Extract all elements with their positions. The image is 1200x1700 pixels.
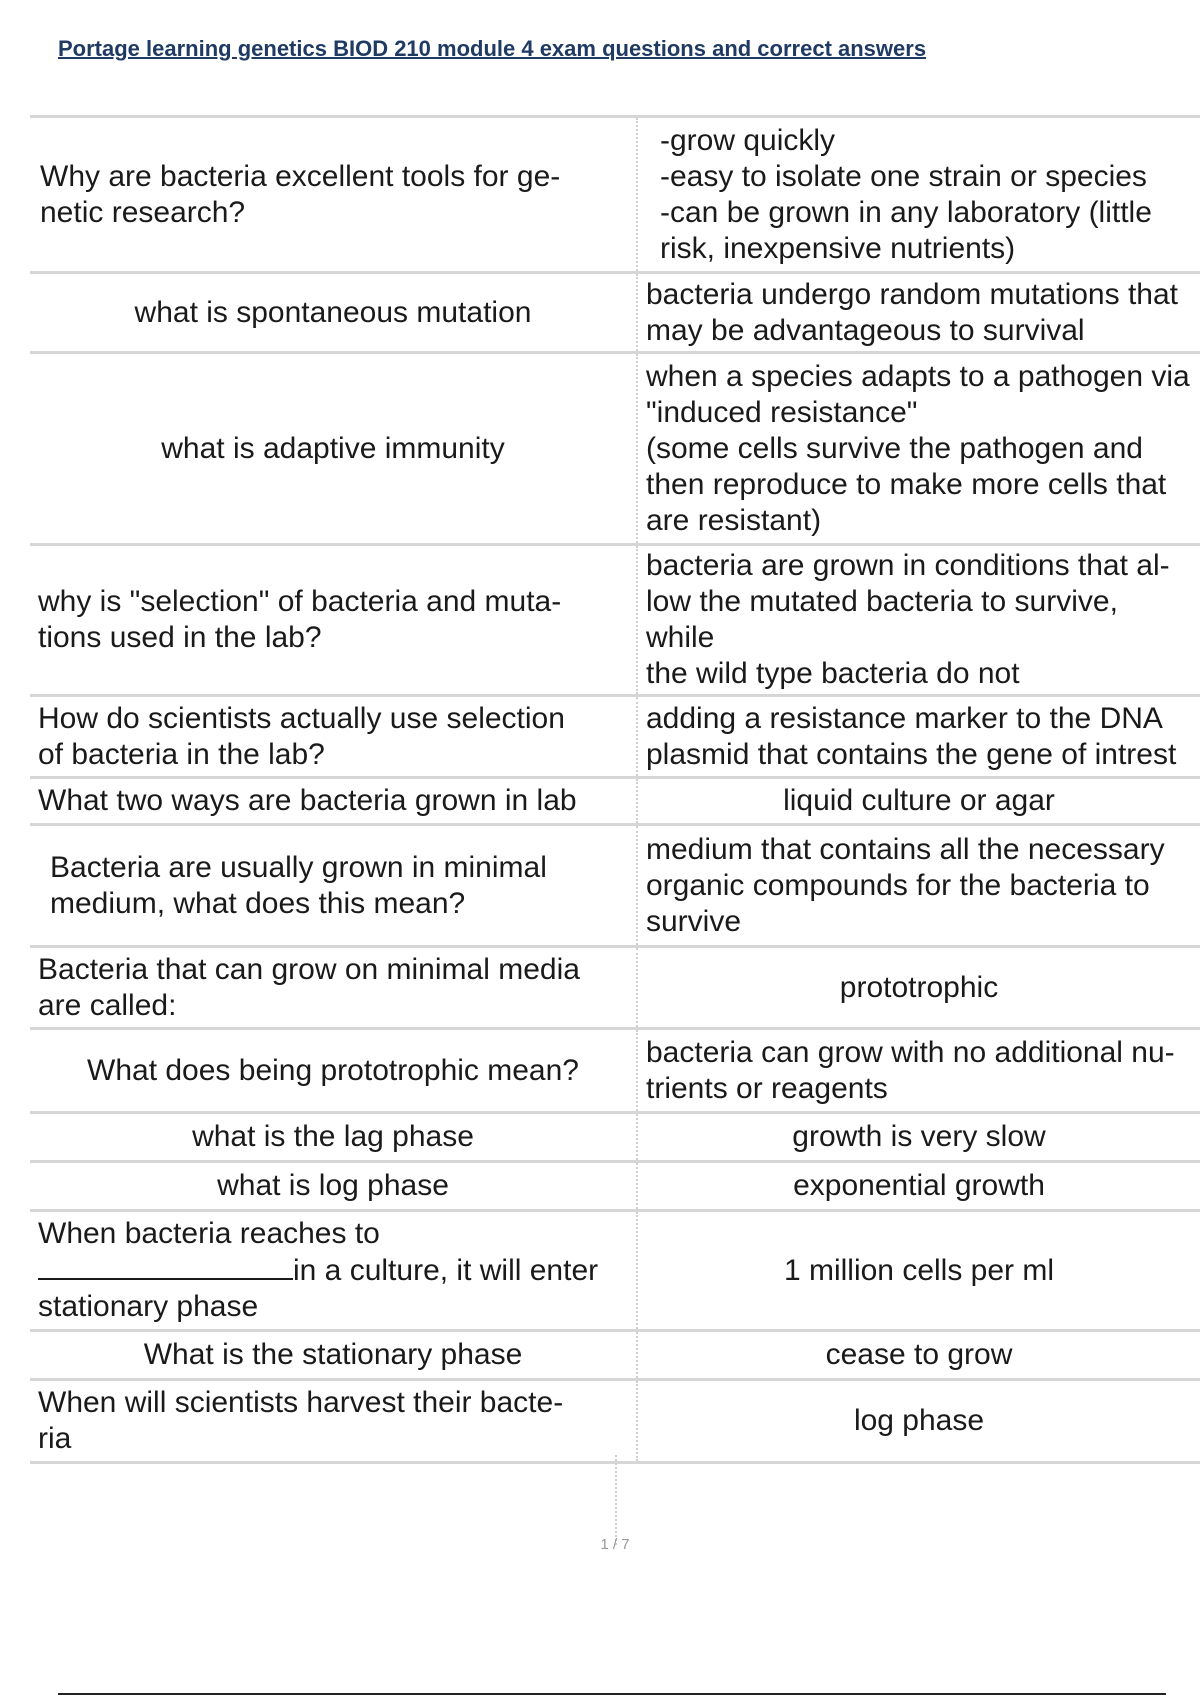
answer-cell: bacteria undergo random mutations that may be advantageous to survival — [637, 273, 1200, 353]
question-line-text: in a culture, it will enter — [293, 1254, 599, 1287]
question-cell: what is spontaneous mutation — [30, 273, 637, 353]
document-title: Portage learning genetics BIOD 210 module 4 exam questions and correct answers — [58, 36, 927, 61]
table-row — [30, 1331, 1200, 1380]
table-row — [30, 1113, 1200, 1162]
answer-cell: -grow quickly -easy to isolate one strain or species -can be grown in any laboratory (little risk, inexpensive nutrients) — [637, 117, 1200, 273]
table-row — [30, 778, 1200, 825]
question-cell: When will scientists harvest their bacte- ria — [30, 1380, 637, 1463]
answer-cell: log phase — [637, 1380, 1200, 1463]
answer-cell: bacteria can grow with no additional nu- trients or reagents — [637, 1029, 1200, 1113]
answer-cell: when a species adapts to a pathogen via "induced resistance" (some cells survive the pathogen and then reproduce to make more cells that are resistant) — [637, 353, 1200, 545]
column-divider — [615, 1455, 617, 1545]
question-line: When bacteria reaches to — [38, 1217, 380, 1250]
table-row — [30, 1162, 1200, 1211]
question-cell: Bacteria that can grow on minimal media are called: — [30, 947, 637, 1029]
table-row — [30, 117, 1200, 273]
answer-cell: bacteria are grown in conditions that al- low the mutated bacteria to survive, while the wild type bacteria do not — [637, 545, 1200, 696]
table-row — [30, 1029, 1200, 1113]
question-cell: why is "selection" of bacteria and muta- tions used in the lab? — [30, 545, 637, 696]
answer-cell: prototrophic — [637, 947, 1200, 1029]
table-row — [30, 273, 1200, 353]
page-number: 1 / 7 — [600, 1536, 630, 1553]
answer-cell: adding a resistance marker to the DNA plasmid that contains the gene of intrest — [637, 696, 1200, 778]
table-row — [30, 353, 1200, 545]
question-cell: What does being prototrophic mean? — [30, 1029, 637, 1113]
table-row — [30, 1380, 1200, 1463]
table-row — [30, 825, 1200, 947]
question-cell: Bacteria are usually grown in minimal medium, what does this mean? — [30, 825, 637, 947]
question-cell: Why are bacteria excellent tools for ge- netic research? — [30, 117, 637, 273]
table-row — [30, 545, 1200, 696]
question-line — [38, 1252, 628, 1289]
answer-cell: medium that contains all the necessary organic compounds for the bacteria to survive — [637, 825, 1200, 947]
answer-cell: exponential growth — [637, 1162, 1200, 1211]
qa-table — [30, 115, 1200, 1464]
question-line: stationary phase — [38, 1290, 259, 1323]
table-row — [30, 947, 1200, 1029]
question-cell: What two ways are bacteria grown in lab — [30, 778, 637, 825]
question-cell: what is adaptive immunity — [30, 353, 637, 545]
table-row — [30, 696, 1200, 778]
answer-cell: 1 million cells per ml — [637, 1211, 1200, 1331]
question-cell: What is the stationary phase — [30, 1331, 637, 1380]
answer-cell: cease to grow — [637, 1331, 1200, 1380]
table-row — [30, 1211, 1200, 1331]
question-cell: How do scientists actually use selection of bacteria in the lab? — [30, 696, 637, 778]
footer-rule — [58, 1693, 1166, 1695]
question-cell: what is the lag phase — [30, 1113, 637, 1162]
answer-cell: growth is very slow — [637, 1113, 1200, 1162]
answer-cell: liquid culture or agar — [637, 778, 1200, 825]
question-cell: what is log phase — [30, 1162, 637, 1211]
fill-in-blank — [38, 1252, 293, 1280]
question-cell — [30, 1211, 637, 1331]
